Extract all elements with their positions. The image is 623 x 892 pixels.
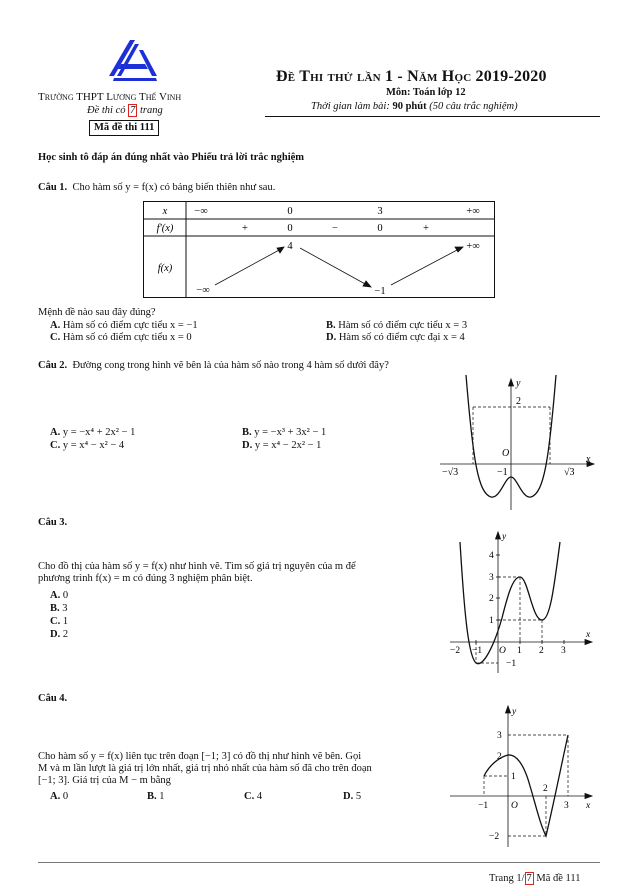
q3-graph-y1: 1 — [489, 616, 494, 626]
q3-graph-xm2: −2 — [450, 646, 461, 656]
q2-option-b[interactable]: B. y = −x³ + 3x² − 1 — [242, 427, 327, 438]
tbl-fp-5: + — [423, 223, 429, 234]
page-count-box: 7 — [130, 105, 136, 116]
tbl-f-4: 4 — [287, 241, 293, 252]
exam-time: Thời gian làm bài: 90 phút (50 câu trắc nghiệm) — [311, 101, 518, 112]
q4-stem-line1: Cho hàm số y = f(x) liên tục trên đoạn [−1; 3] có đồ thị như hình vẽ bên. Gọi — [38, 751, 362, 762]
q2-graph — [440, 375, 600, 510]
q3-option-d[interactable]: D. 2 — [50, 629, 69, 640]
q3-graph-x1: 1 — [517, 646, 522, 656]
q4-graph-x: x — [586, 801, 591, 811]
q3-graph-ym1: −1 — [506, 659, 517, 669]
q3-graph-y: y — [502, 532, 507, 542]
q1-option-c[interactable]: C. Hàm số có điểm cực tiểu x = 0 — [50, 332, 192, 343]
q4-option-b[interactable]: B. 1 — [147, 791, 165, 802]
q1-option-d[interactable]: D. Hàm số có điểm cực đại x = 4 — [326, 332, 465, 343]
exam-code-box: Mã đề thi 111 — [89, 120, 159, 136]
q4-stem-line3: [−1; 3]. Giá trị của M − m bằng — [38, 775, 171, 786]
q3-graph-y2: 2 — [489, 594, 494, 604]
q4-stem-line2: M và m lần lượt là giá trị lớn nhất, giá trị nhỏ nhất của hàm số đã cho trên đoạn — [38, 763, 372, 774]
instruction: Học sinh tô đáp án đúng nhất vào Phiếu trả lời trắc nghiệm — [38, 152, 305, 163]
tbl-f-label: f(x) — [157, 263, 173, 274]
q4-graph-xm1: −1 — [478, 801, 489, 811]
tbl-fp-label: f′(x) — [156, 223, 174, 234]
q4-label: Câu 4. — [38, 693, 68, 704]
q1-option-b[interactable]: B. Hàm số có điểm cực tiểu x = 3 — [326, 320, 468, 331]
q3-label: Câu 3. — [38, 517, 68, 528]
q2-graph-2: 2 — [516, 396, 521, 407]
school-logo — [108, 38, 158, 82]
exam-title: Đề Thi thử lần 1 - Năm Học 2019-2020 — [276, 68, 547, 85]
q3-stem-line2: phương trình f(x) = m có đúng 3 nghiệm phân biệt. — [38, 573, 253, 584]
q4-graph-ym2: −2 — [489, 832, 500, 842]
tbl-fp-1: + — [242, 223, 248, 234]
q3-graph-xm1: −1 — [472, 646, 483, 656]
q3-option-a[interactable]: A. 0 — [50, 590, 69, 601]
q3-graph-x3: 3 — [561, 646, 566, 656]
q4-graph-y1: 1 — [511, 772, 516, 782]
q3-option-c[interactable]: C. 1 — [50, 616, 69, 627]
tbl-fp-3: − — [332, 223, 338, 234]
exam-subject: Môn: Toán lớp 12 — [386, 87, 466, 98]
q3-graph-x2: 2 — [539, 646, 544, 656]
q2-stem: Câu 2. Đường cong trong hình vẽ bên là của hàm số nào trong 4 hàm số dưới đây? — [38, 360, 389, 371]
q4-option-c[interactable]: C. 4 — [244, 791, 263, 802]
q2-graph-y: y — [516, 378, 521, 389]
q2-graph-m1: −1 — [497, 467, 508, 478]
tbl-f-m1: −1 — [374, 286, 386, 297]
q4-option-a[interactable]: A. 0 — [50, 791, 69, 802]
tbl-fp-2: 0 — [287, 223, 293, 234]
q1-prompt: Mệnh đề nào sau đây đúng? — [38, 307, 156, 318]
q4-graph-y3: 3 — [497, 731, 502, 741]
tbl-fp-4: 0 — [377, 223, 383, 234]
school-name: Trường THPT Lương Thế Vinh — [38, 91, 182, 103]
tbl-x-label: x — [162, 206, 168, 217]
footer-page-info: Trang 1/ 7 Mã đề 111 — [489, 873, 581, 884]
q3-option-b[interactable]: B. 3 — [50, 603, 68, 614]
q3-graph-y3: 3 — [489, 573, 494, 583]
q3-graph-y4: 4 — [489, 551, 494, 561]
q4-graph-y2: 2 — [497, 752, 502, 762]
tbl-x-3: 3 — [377, 206, 383, 217]
q2-graph-o: O — [502, 448, 510, 459]
q4-graph-x2: 2 — [543, 784, 548, 794]
q2-option-a[interactable]: A. y = −x⁴ + 2x² − 1 — [50, 427, 136, 438]
q4-graph-y: y — [512, 707, 517, 717]
q4-option-d[interactable]: D. 5 — [343, 791, 362, 802]
tbl-x-neginf: −∞ — [194, 206, 208, 217]
tbl-f-neginf: −∞ — [196, 285, 210, 296]
footer-page-count-box: 7 — [526, 873, 532, 884]
q4-graph-o: O — [511, 801, 518, 811]
q2-option-d[interactable]: D. y = x⁴ − 2x² − 1 — [242, 440, 322, 451]
q2-option-c[interactable]: C. y = x⁴ − x² − 4 — [50, 440, 125, 451]
q4-graph-x3: 3 — [564, 801, 569, 811]
q1-variation-table — [143, 201, 495, 298]
q3-graph — [450, 528, 600, 673]
page-count-line: Đề thi có 7 trang — [87, 105, 163, 116]
q1-stem: Câu 1. Cho hàm số y = f(x) có bảng biến thiên như sau. — [38, 182, 276, 193]
q3-stem-line1: Cho đồ thị của hàm số y = f(x) như hình vẽ. Tìm số giá trị nguyên của m để — [38, 561, 356, 572]
tbl-x-posinf: +∞ — [466, 206, 480, 217]
q2-graph-sqrt3: √3 — [564, 467, 575, 478]
header-rule — [265, 116, 600, 117]
q1-option-a[interactable]: A. Hàm số có điểm cực tiểu x = −1 — [50, 320, 198, 331]
q3-graph-x: x — [586, 630, 591, 640]
q4-graph — [450, 702, 600, 847]
tbl-x-0: 0 — [287, 206, 293, 217]
q3-graph-o: O — [499, 646, 506, 656]
q2-graph-x: x — [586, 454, 591, 465]
q2-graph-negsqrt3: −√3 — [442, 467, 459, 478]
footer-rule — [38, 862, 600, 863]
tbl-f-posinf: +∞ — [466, 241, 480, 252]
